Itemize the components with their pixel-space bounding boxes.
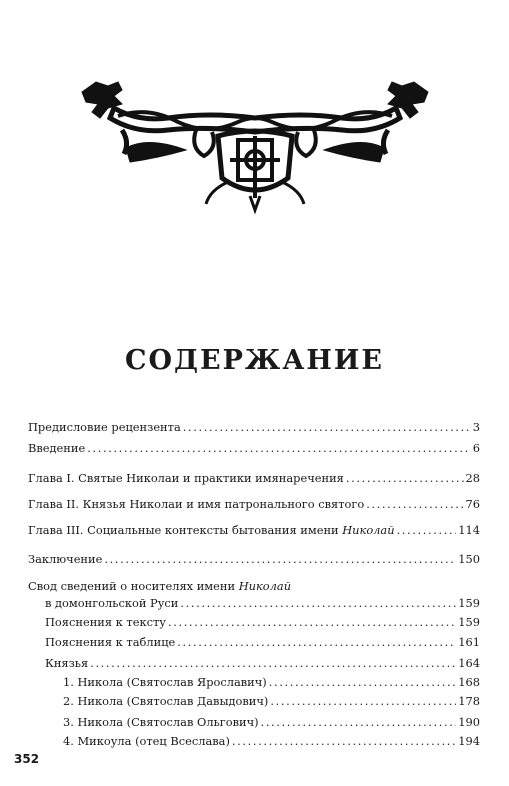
toc-entry-page: 6 xyxy=(472,441,480,455)
toc-entry xyxy=(28,420,480,434)
toc-entry-page: 164 xyxy=(458,656,480,670)
toc-entry xyxy=(28,471,480,485)
toc-entry-page: 159 xyxy=(458,615,480,629)
toc-entry: Свод сведений о носителях имени Николай xyxy=(28,579,292,593)
toc-entry-page: 190 xyxy=(458,715,480,729)
toc-entry-label: Глава I. Святые Николаи и практики имянаречения xyxy=(28,471,344,485)
toc-entry-label: Пояснения к тексту xyxy=(45,615,166,629)
toc-entry-page: 178 xyxy=(458,694,480,708)
toc-entry-label: Пояснения к таблице xyxy=(45,635,176,649)
page-number: 352 xyxy=(14,752,40,766)
toc-entry xyxy=(63,694,480,708)
toc-entry xyxy=(28,497,480,511)
toc-entry xyxy=(45,615,480,629)
toc-entry xyxy=(45,656,480,670)
toc-entry-page: 161 xyxy=(458,635,480,649)
toc-entry-label: Глава III. Социальные контексты бытования имени Николай xyxy=(28,523,395,537)
toc-entry-label: 4. Микоула (отец Всеслава) xyxy=(63,734,230,748)
page-title: СОДЕРЖАНИЕ xyxy=(125,345,384,376)
toc-entry-page: 3 xyxy=(472,420,480,434)
toc-entry-label: Князья xyxy=(45,656,89,670)
toc-entry-page: 159 xyxy=(458,596,480,610)
toc-entry-page: 150 xyxy=(458,552,480,566)
toc-entry-label: Предисловие рецензента xyxy=(28,420,181,434)
toc-entry-page: 76 xyxy=(465,497,480,511)
toc-entry-page: 194 xyxy=(458,734,480,748)
toc-entry-label: 1. Никола (Святослав Ярославич) xyxy=(63,675,267,689)
toc-entry-label: 3. Никола (Святослав Ольгович) xyxy=(63,715,259,729)
toc-entry-label: Введение xyxy=(28,441,86,455)
toc-entry xyxy=(63,715,480,729)
toc-entry-label: в домонгольской Руси xyxy=(45,596,179,610)
toc-entry-page: 28 xyxy=(465,471,480,485)
toc-entry xyxy=(63,734,480,748)
toc-entry-label: Глава II. Князья Николаи и имя патронального святого xyxy=(28,497,365,511)
toc-entry xyxy=(28,441,480,455)
toc-entry-page: 168 xyxy=(458,675,480,689)
toc-entry xyxy=(45,596,480,610)
toc-entry xyxy=(28,523,480,537)
toc-entry xyxy=(45,635,480,649)
toc-entry-label: 2. Никола (Святослав Давыдович) xyxy=(63,694,269,708)
toc-entry xyxy=(63,675,480,689)
toc-entry xyxy=(28,552,480,566)
celtic-knot-dragons-ornament-icon xyxy=(78,78,432,218)
toc-entry-label: Заключение xyxy=(28,552,103,566)
toc-entry-page: 114 xyxy=(458,523,480,537)
